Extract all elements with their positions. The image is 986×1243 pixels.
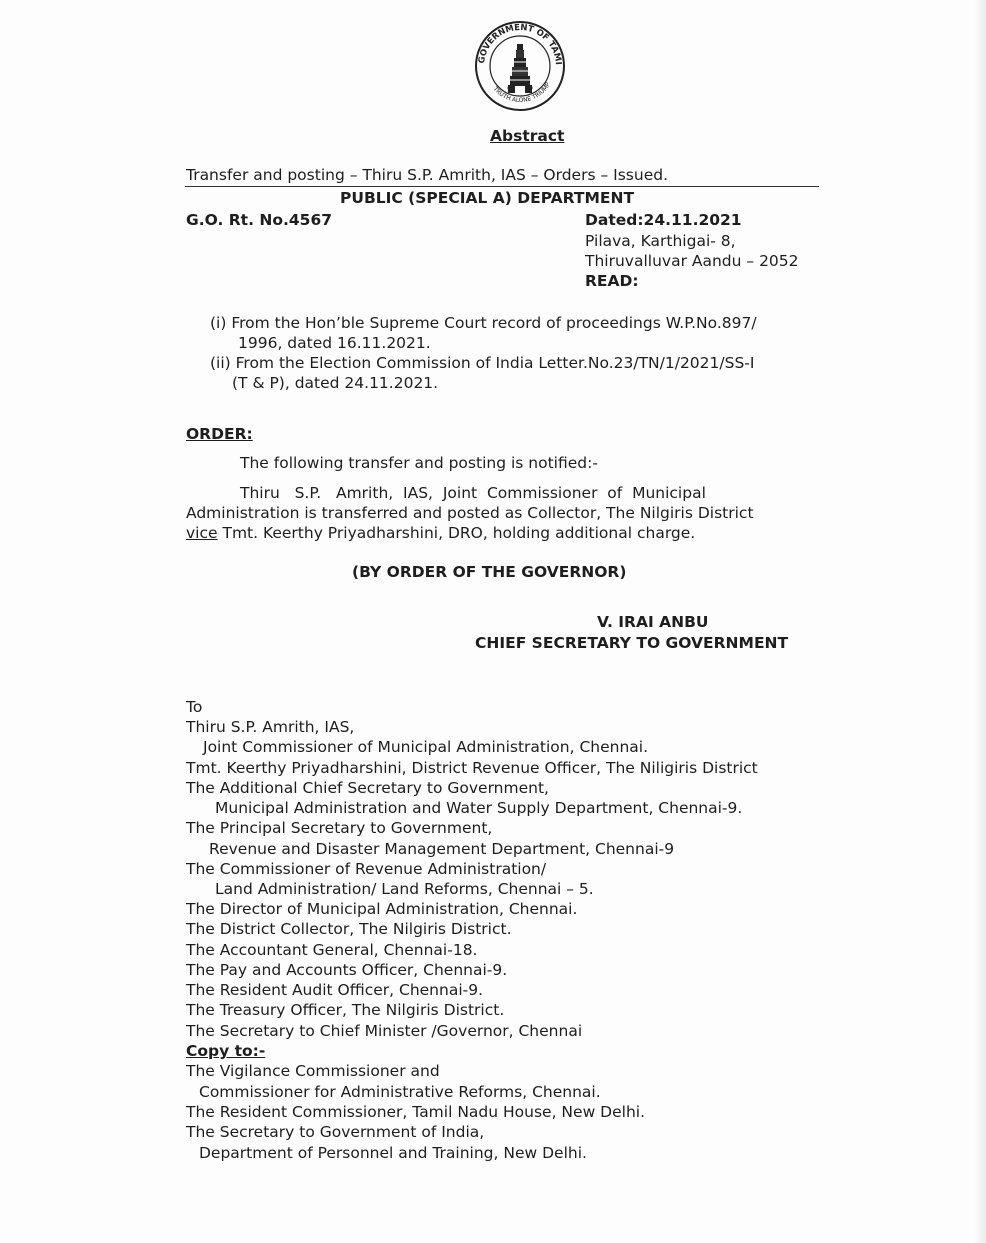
signatory-title: CHIEF SECRETARY TO GOVERNMENT <box>475 634 789 652</box>
svg-text:GOVERNMENT OF TAMIL NADU: GOVERNMENT OF TAMI <box>476 22 564 66</box>
reference-item-cont: (T & P), dated 24.11.2021. <box>232 374 439 392</box>
recipient-line: The Secretary to Chief Minister /Governor, Chennai <box>186 1022 583 1040</box>
recipient-line: Land Administration/ Land Reforms, Chennai – 5. <box>215 880 594 898</box>
tamil-date-line-1: Pilava, Karthigai- 8, <box>585 232 736 250</box>
order-heading: ORDER: <box>186 425 253 443</box>
tamil-date-line-2: Thiruvalluvar Aandu – 2052 <box>585 252 799 270</box>
dated: Dated:24.11.2021 <box>585 211 742 229</box>
page-edge-shadow <box>974 0 986 1243</box>
subject-line: Transfer and posting – Thiru S.P. Amrith, IAS – Orders – Issued. <box>186 166 668 184</box>
recipient-line: The Accountant General, Chennai-18. <box>186 941 478 959</box>
department-heading: PUBLIC (SPECIAL A) DEPARTMENT <box>340 189 635 207</box>
abstract-title: Abstract <box>490 127 565 145</box>
recipient-line: The Treasury Officer, The Nilgiris District. <box>186 1001 505 1019</box>
recipient-line: The District Collector, The Nilgiris District. <box>186 920 512 938</box>
order-body-line-1: Thiru S.P. Amrith, IAS, Joint Commissioner of Municipal <box>240 484 706 502</box>
recipient-line: The Additional Chief Secretary to Government, <box>186 779 549 797</box>
svg-text:TRUTH ALONE TRIUMPHS: TRUTH ALONE TRIUMP <box>491 81 552 105</box>
reference-item: (i) From the Hon’ble Supreme Court record of proceedings W.P.No.897/ <box>210 314 757 332</box>
read-label: READ: <box>585 272 639 290</box>
recipient-line: Joint Commissioner of Municipal Administration, Chennai. <box>203 738 649 756</box>
recipient-line: The Resident Audit Officer, Chennai-9. <box>186 981 484 999</box>
copy-line: The Secretary to Government of India, <box>186 1123 485 1141</box>
recipient-line: The Principal Secretary to Government, <box>186 819 493 837</box>
order-intro: The following transfer and posting is notified:- <box>240 454 598 472</box>
seal-icon <box>470 12 570 120</box>
go-number: G.O. Rt. No.4567 <box>186 211 333 229</box>
order-body-line-3-text: Tmt. Keerthy Priyadharshini, DRO, holding additional charge. <box>217 524 696 542</box>
to-label: To <box>186 698 203 716</box>
order-body-line-3 <box>186 523 695 543</box>
recipient-line: The Pay and Accounts Officer, Chennai-9. <box>186 961 508 979</box>
recipient-line: The Director of Municipal Administration, Chennai. <box>186 900 578 918</box>
reference-item: (ii) From the Election Commission of India Letter.No.23/TN/1/2021/SS-I <box>210 354 755 372</box>
tamil-nadu-seal <box>470 12 570 120</box>
signatory-name: V. IRAI ANBU <box>597 613 709 631</box>
copy-to-label: Copy to:- <box>186 1042 266 1060</box>
recipient-line: Revenue and Disaster Management Department, Chennai-9 <box>209 840 675 858</box>
recipient-line: Thiru S.P. Amrith, IAS, <box>186 718 355 736</box>
vice-word: vice <box>186 524 218 542</box>
by-order-of-governor: (BY ORDER OF THE GOVERNOR) <box>352 563 627 581</box>
reference-item-cont: 1996, dated 16.11.2021. <box>238 334 431 352</box>
order-body-line-2: Administration is transferred and posted as Collector, The Nilgiris District <box>186 504 754 522</box>
recipient-line: The Commissioner of Revenue Administration/ <box>186 860 547 878</box>
copy-line: Commissioner for Administrative Reforms, Chennai. <box>199 1083 601 1101</box>
recipient-line: Tmt. Keerthy Priyadharshini, District Revenue Officer, The Niligiris District <box>186 759 758 777</box>
copy-line: Department of Personnel and Training, New Delhi. <box>199 1144 587 1162</box>
subject-divider <box>185 186 819 187</box>
copy-line: The Resident Commissioner, Tamil Nadu House, New Delhi. <box>186 1103 646 1121</box>
copy-line: The Vigilance Commissioner and <box>186 1062 440 1080</box>
recipient-line: Municipal Administration and Water Supply Department, Chennai-9. <box>215 799 743 817</box>
